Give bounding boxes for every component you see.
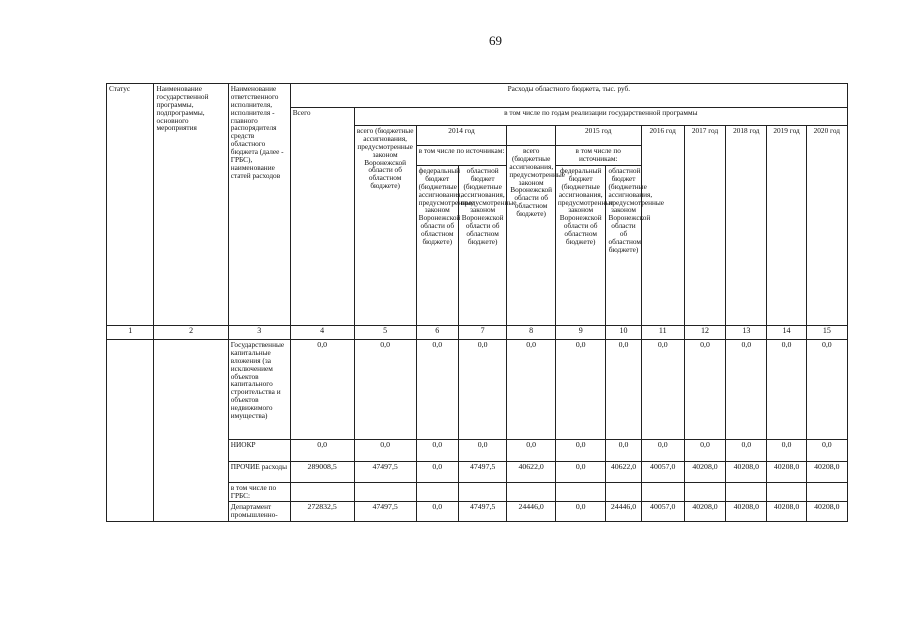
row-value: 47497,5 [458, 502, 507, 522]
col-number: 14 [767, 326, 806, 340]
row-value [641, 483, 684, 502]
col-number: 6 [416, 326, 458, 340]
header-year-2015: 2015 год [555, 126, 641, 146]
row-value: 40622,0 [507, 462, 556, 483]
row-value: 0,0 [806, 340, 847, 440]
row-value: 40208,0 [767, 462, 806, 483]
row-label: в том числе по ГРБС: [228, 483, 290, 502]
row-value [684, 483, 725, 502]
row-value [726, 483, 767, 502]
row-value [290, 483, 354, 502]
col-number: 13 [726, 326, 767, 340]
row-value: 47497,5 [458, 462, 507, 483]
header-year-2017: 2017 год [684, 126, 725, 326]
header-total-2015: всего (бюджетные ассигнования, предусмотренные законом Воронежской области об областном бюджете) [507, 146, 556, 326]
header-year-2020: 2020 год [806, 126, 847, 326]
header-regional-2014: областной бюджет (бюджетные ассигнования, предусмотренные законом Воронежской области об областном бюджете) [458, 166, 507, 326]
row-value: 0,0 [507, 340, 556, 440]
row-value: 0,0 [416, 440, 458, 462]
row-value [416, 483, 458, 502]
header-regional-2015: областной бюджет (бюджетные ассигнования, предусмотренные законом Воронежской области об областном бюджете) [606, 166, 641, 326]
row-value: 0,0 [726, 440, 767, 462]
row-value: 47497,5 [354, 462, 416, 483]
col-number: 7 [458, 326, 507, 340]
header-expenses: Расходы областного бюджета, тыс. руб. [290, 84, 847, 108]
row-value [354, 483, 416, 502]
col-number: 8 [507, 326, 556, 340]
row-value: 40208,0 [726, 462, 767, 483]
row-value: 0,0 [416, 502, 458, 522]
header-year-2018: 2018 год [726, 126, 767, 326]
row-value: 0,0 [507, 440, 556, 462]
row-label: Государственные капитальные вложения (за исключением объектов капитального строительства и объектов недвижимого имущества) [228, 340, 290, 440]
row-value: 0,0 [684, 340, 725, 440]
row-value: 0,0 [458, 340, 507, 440]
col-number: 3 [228, 326, 290, 340]
header-year-2016: 2016 год [641, 126, 684, 326]
row-value: 40057,0 [641, 502, 684, 522]
row-value: 0,0 [767, 340, 806, 440]
header-total-budget: всего (бюджетные ассигнования, предусмотренные законом Воронежской области об областном бюджете) [354, 126, 416, 326]
row-value: 0,0 [290, 440, 354, 462]
header-total: Всего [290, 108, 354, 326]
row-value: 40622,0 [606, 462, 641, 483]
row-label: Департамент промышленно- [228, 502, 290, 522]
row-value: 0,0 [684, 440, 725, 462]
header-year-2019: 2019 год [767, 126, 806, 326]
row-value [606, 483, 641, 502]
col-number: 9 [555, 326, 606, 340]
col-number: 10 [606, 326, 641, 340]
row-value: 47497,5 [354, 502, 416, 522]
row-value: 0,0 [416, 462, 458, 483]
row-value: 0,0 [555, 340, 606, 440]
row-value: 0,0 [354, 340, 416, 440]
header-by-years: в том числе по годам реализации государственной программы [354, 108, 847, 126]
row-value: 40208,0 [806, 462, 847, 483]
row-value: 0,0 [767, 440, 806, 462]
row-value: 0,0 [458, 440, 507, 462]
budget-table [106, 83, 848, 522]
row-value: 272832,5 [290, 502, 354, 522]
row-value [458, 483, 507, 502]
row-value: 0,0 [806, 440, 847, 462]
row-value: 40057,0 [641, 462, 684, 483]
col-number: 1 [107, 326, 154, 340]
row-value: 0,0 [354, 440, 416, 462]
col-number: 11 [641, 326, 684, 340]
row-value: 289008,5 [290, 462, 354, 483]
row-value: 40208,0 [806, 502, 847, 522]
row-value: 0,0 [726, 340, 767, 440]
row-value: 0,0 [555, 440, 606, 462]
row-value: 0,0 [641, 440, 684, 462]
program-name-cell [154, 340, 228, 522]
col-number: 12 [684, 326, 725, 340]
row-value: 40208,0 [684, 502, 725, 522]
page-number: 69 [489, 33, 502, 48]
row-value [555, 483, 606, 502]
row-label: НИОКР [228, 440, 290, 462]
row-value: 24446,0 [606, 502, 641, 522]
col-number: 5 [354, 326, 416, 340]
header-empty-cell [507, 126, 556, 146]
row-value [507, 483, 556, 502]
row-value: 40208,0 [684, 462, 725, 483]
row-label: ПРОЧИЕ расходы [228, 462, 290, 483]
header-executor: Наименование ответственного исполнителя, исполнителя - главного распорядителя средств областного бюджета (далее - ГРБС), наименование статей расходов [228, 84, 290, 326]
row-value: 0,0 [290, 340, 354, 440]
header-year-2014: 2014 год [416, 126, 507, 146]
row-value [767, 483, 806, 502]
row-value: 0,0 [606, 340, 641, 440]
col-number: 4 [290, 326, 354, 340]
row-value: 0,0 [641, 340, 684, 440]
col-number: 15 [806, 326, 847, 340]
status-cell [107, 340, 154, 522]
row-value: 24446,0 [507, 502, 556, 522]
header-status: Статус [107, 84, 154, 326]
header-by-sources-2015: в том числе по источникам: [555, 146, 641, 166]
header-federal-2015: федеральный бюджет (бюджетные ассигнования, предусмотренные законом Воронежской области об областном бюджете) [555, 166, 606, 326]
row-value: 40208,0 [767, 502, 806, 522]
col-number: 2 [154, 326, 228, 340]
header-federal-2014: федеральный бюджет (бюджетные ассигнования, предусмотренные законом Воронежской области об областном бюджете) [416, 166, 458, 326]
header-program-name: Наименование государственной программы, подпрограммы, основного мероприятия [154, 84, 228, 326]
row-value: 0,0 [555, 462, 606, 483]
row-value: 0,0 [606, 440, 641, 462]
row-value: 0,0 [416, 340, 458, 440]
header-by-sources-2014: в том числе по источникам: [416, 146, 507, 166]
row-value: 0,0 [555, 502, 606, 522]
row-value: 40208,0 [726, 502, 767, 522]
row-value [806, 483, 847, 502]
